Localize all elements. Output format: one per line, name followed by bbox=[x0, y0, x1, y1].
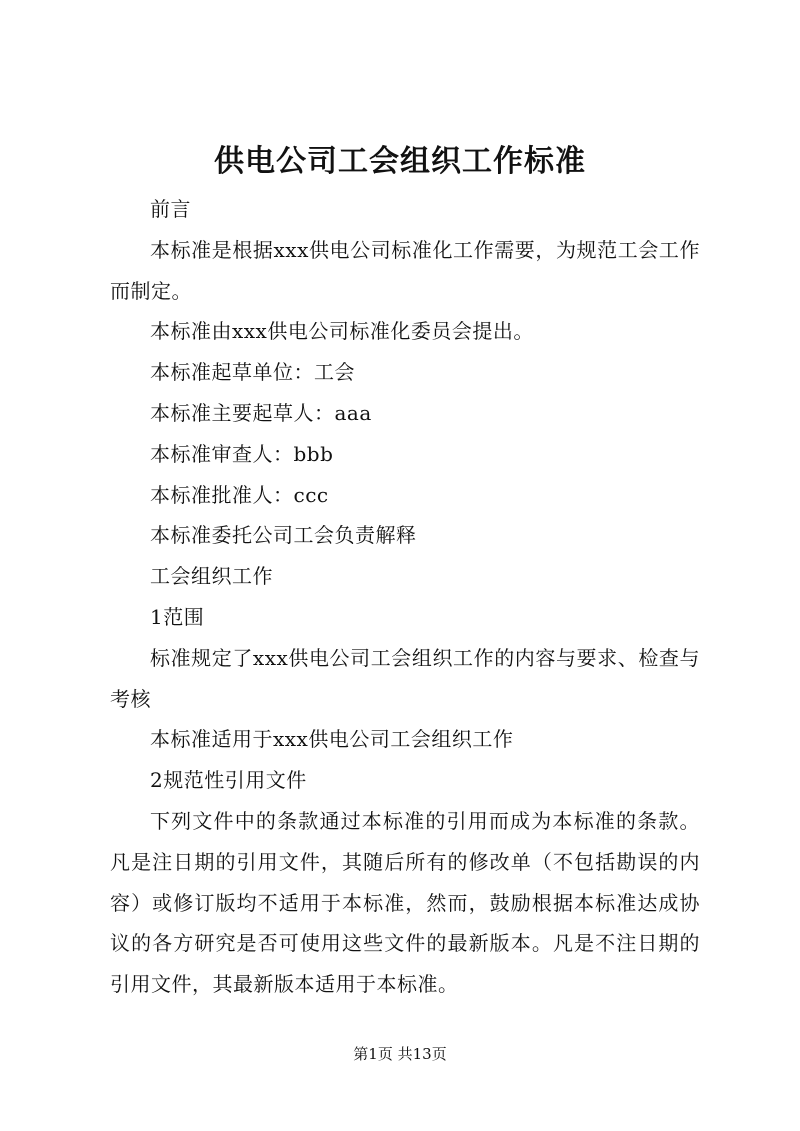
paragraph-purpose: 本标准是根据xxx供电公司标准化工作需要，为规范工会工作而制定。 bbox=[110, 237, 700, 303]
page-number-footer: 第1页 共13页 bbox=[353, 1045, 447, 1063]
paragraph-scope-content: 标准规定了xxx供电公司工会组织工作的内容与要求、检查与考核 bbox=[110, 645, 700, 711]
paragraph-interpretation: 本标准委托公司工会负责解释 bbox=[150, 523, 417, 548]
paragraph-scope-applicability: 本标准适用于xxx供电公司工会组织工作 bbox=[150, 727, 514, 752]
document-title: 供电公司工会组织工作标准 bbox=[214, 144, 586, 179]
document-body bbox=[110, 189, 700, 1005]
paragraph-drafting-unit: 本标准起草单位：工会 bbox=[150, 360, 355, 385]
paragraph-main-drafter: 本标准主要起草人：aaa bbox=[150, 400, 372, 425]
paragraph-preface-heading: 前言 bbox=[150, 197, 191, 221]
paragraph-references-content: 下列文件中的条款通过本标准的引用而成为本标准的条款。凡是注日期的引用文件，其随后所有的修改单（不包括勘误的内容）或修订版均不适用于本标准，然而，鼓励根据本标准达成协议的各方研究是否可使用这些文件的最新版本。凡是不注日期的引用文件，其最新版本适用于本标准。 bbox=[110, 808, 700, 997]
paragraph-references-heading: 2规范性引用文件 bbox=[150, 768, 307, 793]
paragraph-reviewer: 本标准审查人：bbb bbox=[150, 441, 334, 466]
paragraph-proposer: 本标准由xxx供电公司标准化委员会提出。 bbox=[150, 319, 534, 344]
paragraph-approver: 本标准批准人：ccc bbox=[150, 482, 329, 507]
paragraph-section-heading: 工会组织工作 bbox=[150, 564, 273, 589]
paragraph-scope-heading: 1范围 bbox=[150, 604, 205, 629]
